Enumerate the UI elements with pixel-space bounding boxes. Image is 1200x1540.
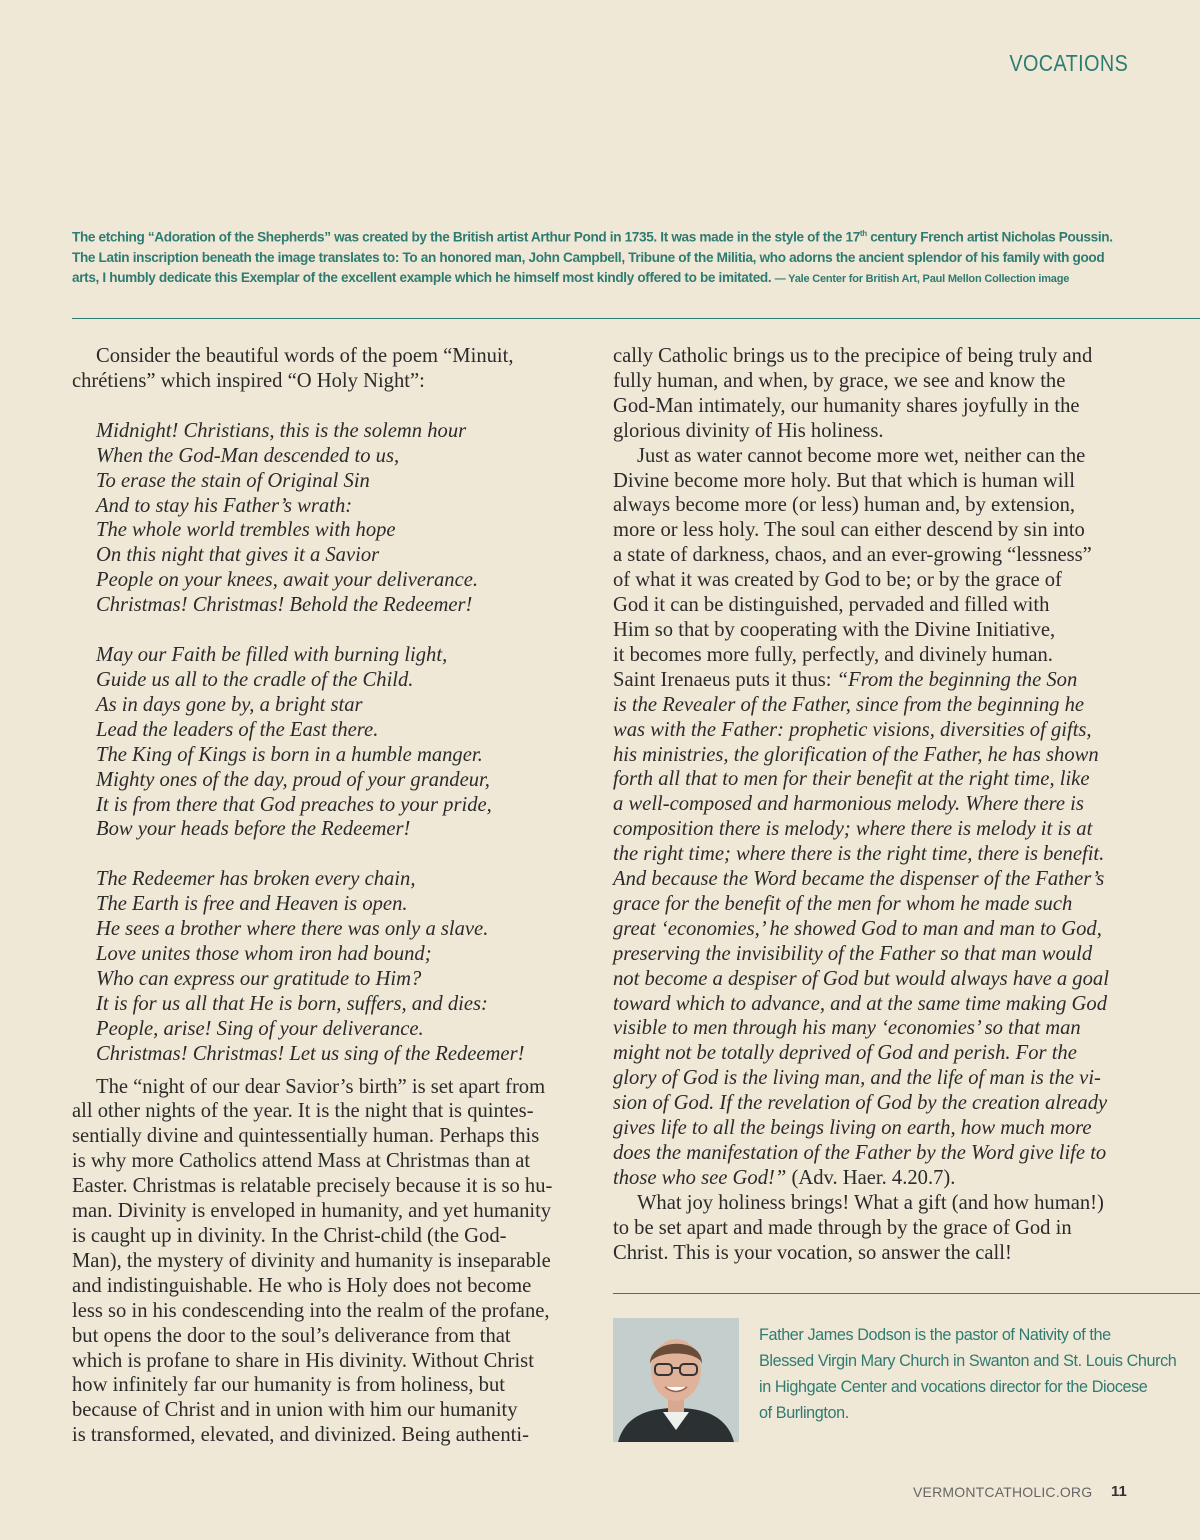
bio-line: in Highgate Center and vocations director for the Diocese (759, 1378, 1148, 1396)
section-label: VOCATIONS (1009, 50, 1128, 76)
author-bio (759, 1322, 1177, 1426)
poem-line: Who can express our gratitude to Him? (96, 967, 422, 990)
text-line: Man), the mystery of divinity and humanity is inseparable (72, 1249, 551, 1272)
text-line: fully human, and when, by grace, we see and know the (613, 369, 1066, 392)
poem-line: Midnight! Christians, this is the solemn hour (96, 419, 467, 442)
poem-line: The King of Kings is born in a humble manger. (96, 743, 483, 766)
poem-line: On this night that gives it a Savior (96, 544, 380, 567)
quote-line: is the Revealer of the Father, since from the beginning he (613, 693, 1085, 716)
text-line: Christ. This is your vocation, so answer the call! (613, 1241, 1012, 1264)
poem-line: The Redeemer has broken every chain, (96, 868, 416, 891)
text-line: God it can be distinguished, pervaded and filled with (613, 594, 1050, 617)
text-line: sentially divine and quintessentially human. Perhaps this (72, 1125, 540, 1148)
body-paragraph (613, 444, 1133, 1191)
text-line: glorious divinity of His holiness. (613, 419, 884, 442)
poem-line: As in days gone by, a bright star (96, 693, 363, 716)
poem-line: It is for us all that He is born, suffers, and dies: (96, 992, 488, 1015)
quote-line: preserving the invisibility of the Father so that man would (613, 942, 1093, 965)
quote-line: forth all that to men for their benefit at the right time, like (613, 768, 1090, 791)
caption-credit: — Yale Center for British Art, Paul Mellon Collection image (774, 272, 1070, 285)
poem-line: Christmas! Christmas! Behold the Redeemer! (96, 594, 473, 617)
top-divider (72, 318, 1200, 319)
bio-line: Blessed Virgin Mary Church in Swanton and St. Louis Church (759, 1352, 1177, 1370)
text-line: all other nights of the year. It is the night that is quintes- (72, 1100, 534, 1123)
spacer (72, 618, 572, 643)
text-line: always become more (or less) human and, by extension, (613, 494, 1076, 517)
poem-line: Lead the leaders of the East there. (96, 718, 379, 741)
bio-divider (613, 1293, 1200, 1294)
quote-line: does the manifestation of the Father by the Word give life to (613, 1142, 1107, 1164)
poem-line: The whole world trembles with hope (96, 519, 396, 542)
poem-line: He sees a brother where there was only a slave. (96, 918, 489, 941)
quote-line: great ‘economies,’ he showed God to man and man to God, (613, 917, 1102, 940)
text-line: cally Catholic brings us to the precipice of being truly and (613, 345, 1093, 367)
poem-stanza-2 (96, 643, 572, 842)
text-line: God-Man intimately, our humanity shares joyfully in the (613, 394, 1080, 417)
text-line: is why more Catholics attend Mass at Christmas than at (72, 1150, 531, 1173)
text-line: is transformed, elevated, and divinized. Being authenti- (72, 1424, 529, 1447)
text-line: because of Christ and in union with him our humanity (72, 1399, 518, 1422)
quote-line: sion of God. If the revelation of God by the creation already (613, 1092, 1108, 1115)
spacer (72, 394, 572, 419)
author-photo (613, 1318, 739, 1442)
text-line: What joy holiness brings! What a gift (and how human!) (637, 1191, 1104, 1214)
website-link[interactable]: VERMONTCATHOLIC.ORG (913, 1484, 1093, 1500)
image-caption (72, 224, 1128, 289)
spacer (72, 842, 572, 867)
poem-line: May our Faith be filled with burning light, (96, 644, 448, 667)
poem-line: The Earth is free and Heaven is open. (96, 893, 408, 916)
text-line: Consider the beautiful words of the poem “Minuit, (96, 345, 514, 367)
quote-text: those who see God!” (613, 1166, 787, 1189)
poem-stanza-1 (96, 419, 572, 618)
text-line: less so in his condescending into the realm of the profane, (72, 1299, 550, 1322)
poem-line: To erase the stain of Original Sin (96, 469, 370, 492)
poem-line: Love unites those whom iron had bound; (96, 943, 432, 966)
text-line: and indistinguishable. He who is Holy does not become (72, 1274, 532, 1297)
caption-text-b: century French artist Nicholas Poussin. The Latin inscription beneath the image translates to: To an honored man, John Campbell, Tribune of the Militia, who adorns the ancient splendor of his family with good arts, I humbly dedicate this Exemplar of the excellent example which he himself most kindly offered to be imitated. (72, 229, 1113, 285)
quote-line: glory of God is the living man, and the life of man is the vi- (613, 1067, 1101, 1090)
poem-line: When the God-Man descended to us, (96, 444, 400, 467)
poem-line: People on your knees, await your deliverance. (96, 569, 479, 592)
quote-lead: Saint Irenaeus puts it thus: (613, 668, 837, 691)
spacer (72, 1067, 572, 1075)
body-paragraph (613, 1191, 1133, 1266)
poem-line: Mighty ones of the day, proud of your grandeur, (96, 768, 490, 791)
text-line: Him so that by cooperating with the Divine Initiative, (613, 618, 1056, 641)
text-line: but opens the door to the soul’s deliverance from that (72, 1324, 511, 1347)
bio-line: Father James Dodson is the pastor of Nativity of the (759, 1326, 1111, 1344)
quote-line: a well-composed and harmonious melody. Where there is (613, 793, 1084, 816)
poem-line: It is from there that God preaches to your pride, (96, 793, 492, 816)
body-paragraph (72, 1075, 572, 1449)
text-line: man. Divinity is enveloped in humanity, and yet humanity (72, 1200, 552, 1223)
text-line: it becomes more fully, perfectly, and divinely human. (613, 643, 1053, 666)
poem-stanza-3 (96, 867, 572, 1066)
quote-line: was with the Father: prophetic visions, diversities of gifts, (613, 718, 1092, 741)
quote-line: visible to men through his many ‘economies’ so that man (613, 1017, 1081, 1040)
quote-text: “From the beginning the Son (836, 668, 1078, 691)
text-line: chrétiens” which inspired “O Holy Night”: (72, 369, 425, 392)
quote-line: the right time; where there is the right time, there is benefit. (613, 843, 1105, 866)
text-line: The “night of our dear Savior’s birth” is set apart from (96, 1075, 546, 1098)
quote-line: grace for the benefit of the men for whom he made such (613, 892, 1073, 915)
text-line (613, 668, 1133, 693)
quote-line: gives life to all the beings living on earth, how much more (613, 1117, 1092, 1140)
poem-line: And to stay his Father’s wrath: (96, 494, 353, 517)
text-line: Divine become more holy. But that which is human will (613, 469, 1075, 492)
text-line: to be set apart and made through by the grace of God in (613, 1216, 1072, 1239)
text-line: Just as water cannot become more wet, neither can the (637, 444, 1086, 467)
author-portrait-icon (613, 1318, 739, 1442)
left-column (72, 344, 572, 1448)
quote-line: not become a despiser of God but would always have a goal (613, 967, 1109, 990)
citation: (Adv. Haer. 4.20.7). (786, 1166, 956, 1189)
poem-line: People, arise! Sing of your deliverance. (96, 1017, 424, 1040)
quote-line: might not be totally deprived of God and perish. For the (613, 1042, 1077, 1065)
caption-text-a: The etching “Adoration of the Shepherds” was created by the British artist Arthur Pond in 1735. It was made in the style of the 17 (72, 229, 860, 245)
right-column (613, 344, 1133, 1266)
body-paragraph (613, 344, 1133, 444)
quote-line: toward which to advance, and at the same time making God (613, 992, 1107, 1015)
text-line: Easter. Christmas is relatable precisely because it is so hu- (72, 1175, 553, 1198)
page-number: 11 (1111, 1483, 1127, 1500)
bio-line: of Burlington. (759, 1404, 849, 1422)
text-line: is caught up in divinity. In the Christ-child (the God- (72, 1225, 507, 1247)
text-line (613, 1166, 1133, 1191)
poem-line: Bow your heads before the Redeemer! (96, 818, 411, 841)
intro-paragraph (72, 344, 572, 394)
quote-line: And because the Word became the dispenser of the Father’s (613, 868, 1105, 891)
caption-superscript: th (859, 229, 867, 238)
text-line: more or less holy. The soul can either descend by sin into (613, 519, 1085, 542)
poem-line: Christmas! Christmas! Let us sing of the Redeemer! (96, 1042, 525, 1065)
text-line: which is profane to share in His divinity. Without Christ (72, 1349, 534, 1372)
text-line: a state of darkness, chaos, and an ever-growing “lessness” (613, 544, 1092, 567)
quote-line: composition there is melody; where there is melody it is at (613, 818, 1093, 841)
quote-line: his ministries, the glorification of the Father, he has shown (613, 743, 1099, 766)
text-line: of what it was created by God to be; or by the grace of (613, 569, 1062, 592)
text-line: how infinitely far our humanity is from holiness, but (72, 1374, 505, 1397)
poem-line: Guide us all to the cradle of the Child. (96, 668, 414, 691)
